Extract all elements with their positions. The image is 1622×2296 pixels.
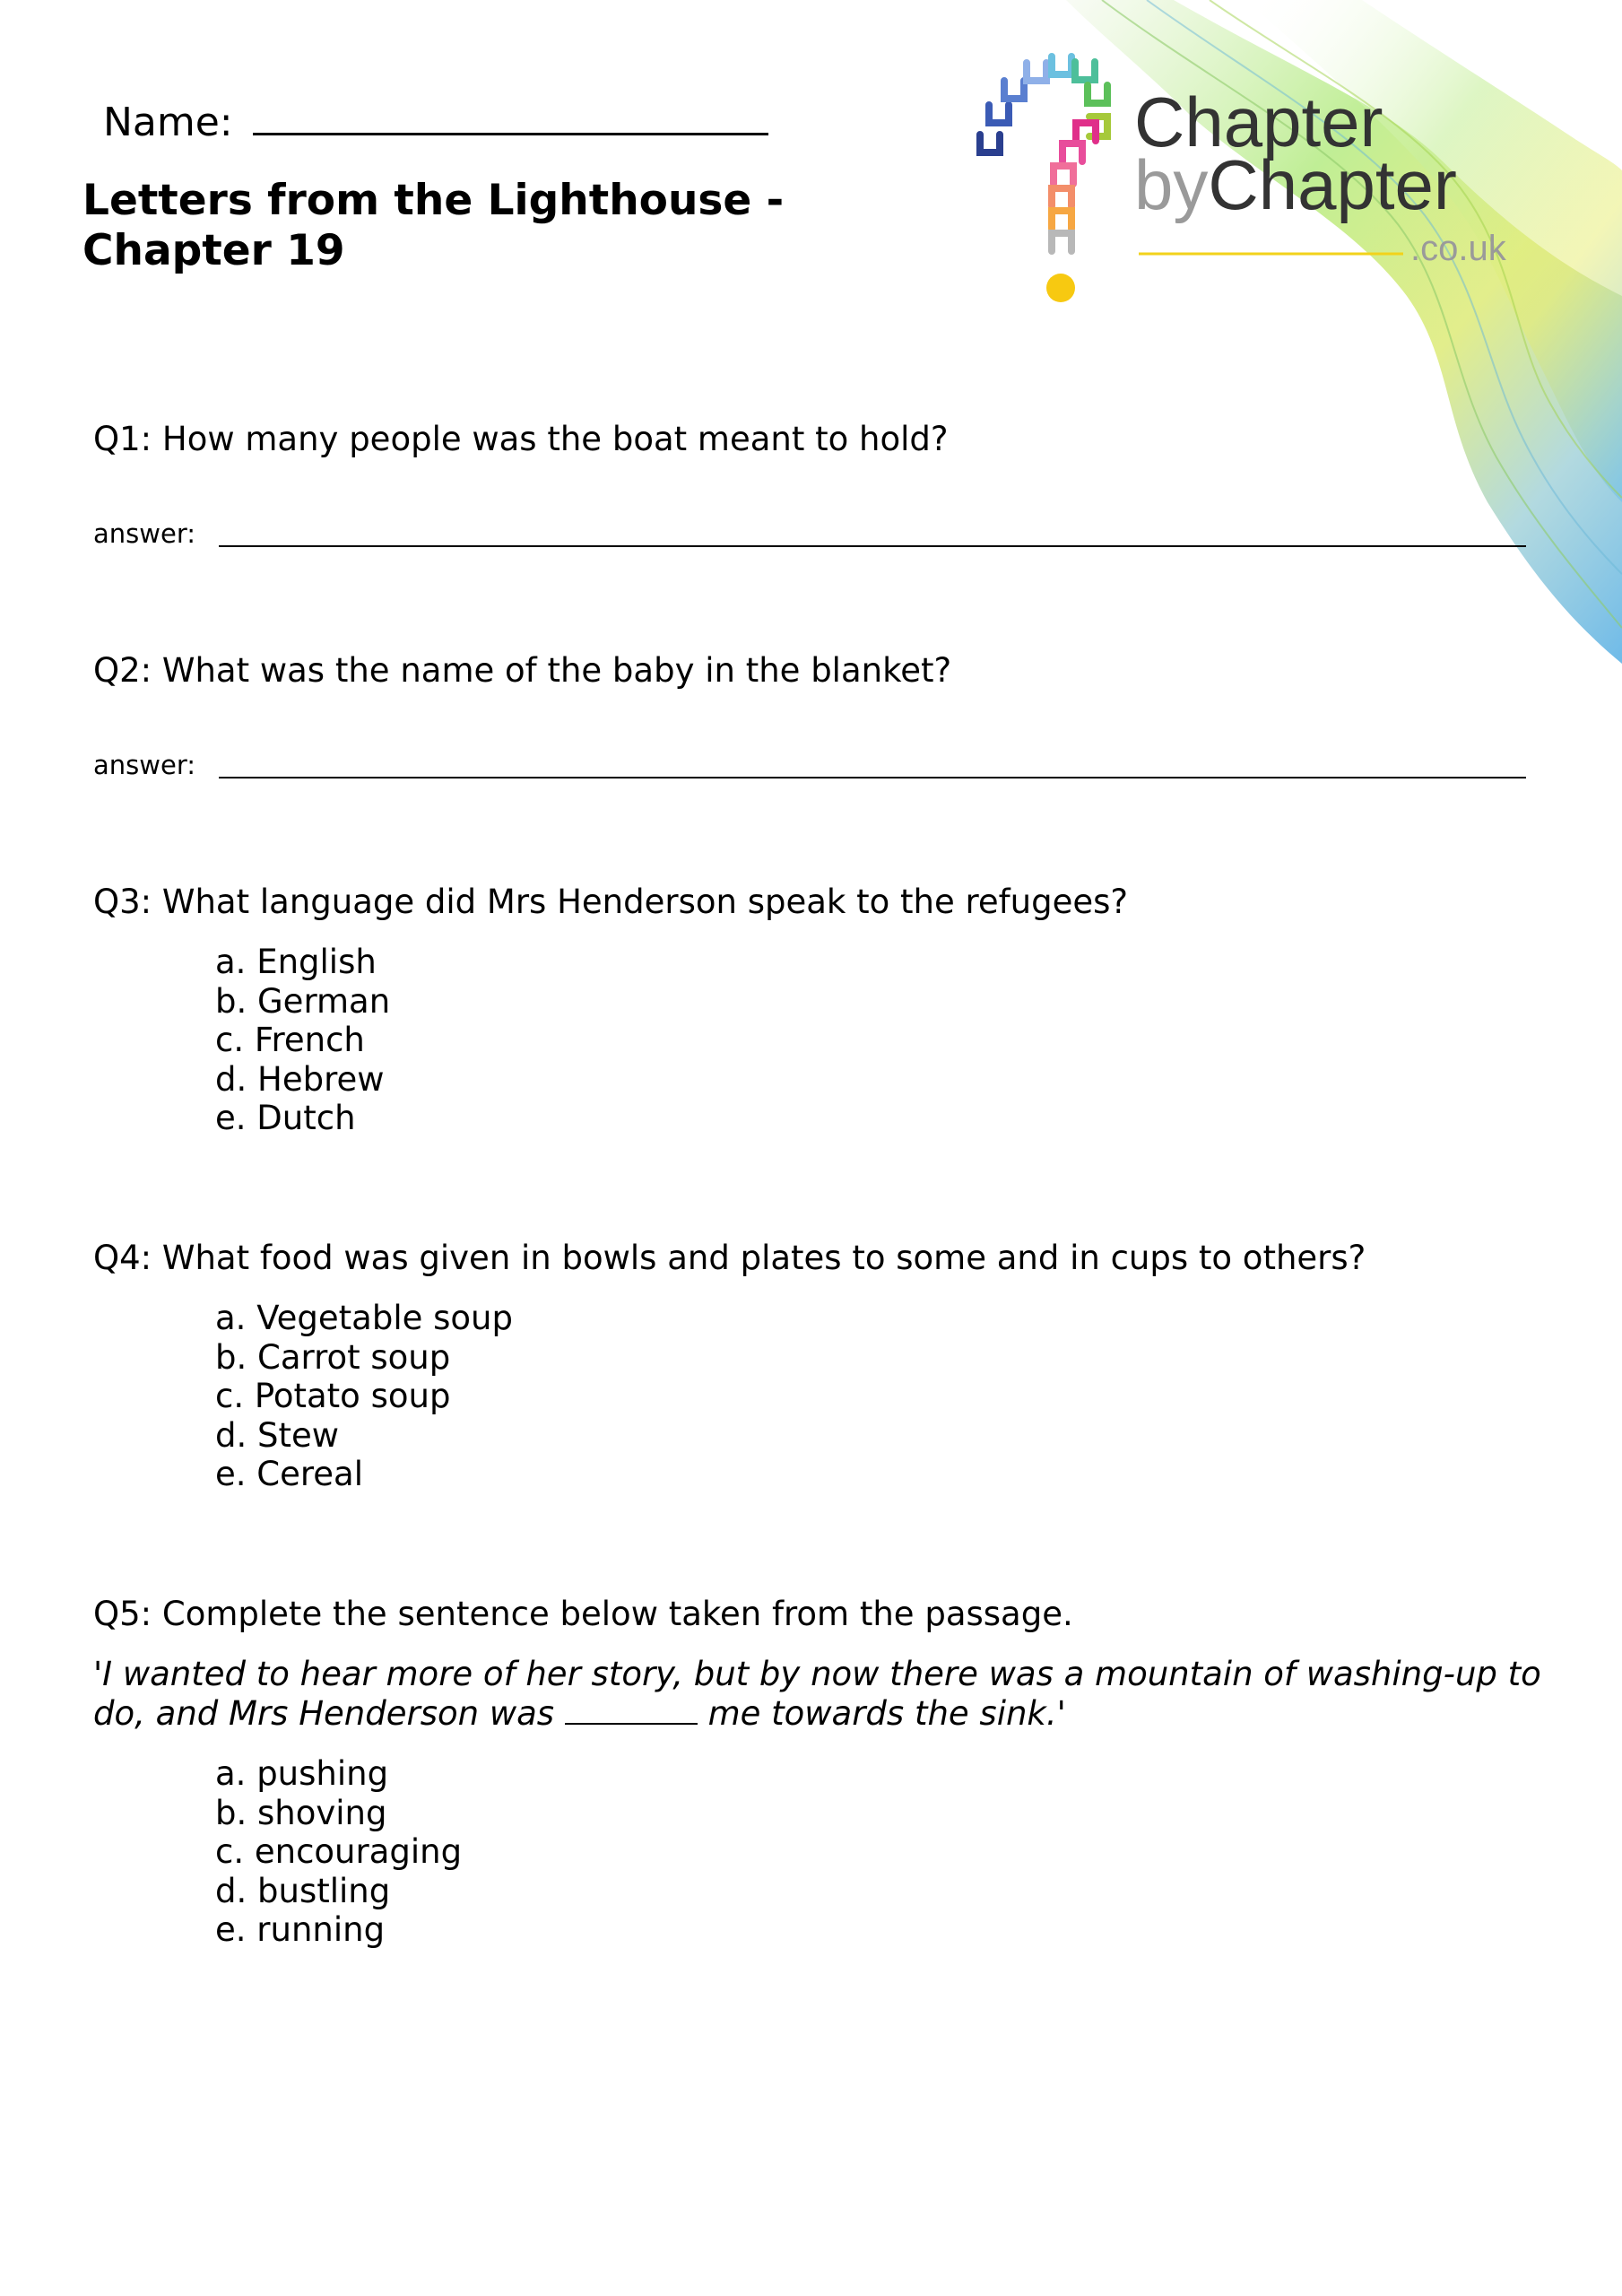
option[interactable]: c. French [215, 1021, 365, 1059]
chapter-by-chapter-logo [964, 49, 1538, 318]
question-5-options [215, 1754, 462, 1950]
fill-in-blank[interactable] [565, 1694, 698, 1725]
option[interactable]: c. Potato soup [215, 1377, 451, 1415]
option[interactable]: a. pushing [215, 1754, 389, 1793]
question-1: Q1: How many people was the boat meant to hold? [93, 420, 949, 458]
question-3-options [215, 943, 390, 1138]
name-input-line[interactable] [253, 90, 768, 135]
option[interactable]: b. Carrot soup [215, 1337, 451, 1377]
option[interactable]: d. Hebrew [215, 1059, 385, 1099]
quote-part-2: me towards the sink.' [707, 1693, 1066, 1733]
logo-chapter-text: Chapter [1134, 83, 1383, 161]
answer-line-2[interactable] [219, 777, 1526, 778]
option[interactable]: b. shoving [215, 1793, 387, 1832]
logo-by-chapter-text: byChapter [1134, 145, 1457, 224]
option[interactable]: e. Dutch [215, 1099, 356, 1137]
answer-label: answer: [93, 518, 196, 549]
name-label: Name: [103, 100, 233, 145]
question-5: Q5: Complete the sentence below taken from the passage. [93, 1595, 1073, 1633]
option[interactable]: d. Stew [215, 1415, 340, 1455]
name-row [103, 90, 768, 145]
worksheet-title: Letters from the Lighthouse - Chapter 19 [82, 176, 785, 275]
books-question-mark-icon [980, 57, 1107, 251]
answer-row-1 [93, 517, 1528, 549]
logo-dot [1046, 274, 1075, 302]
question-4-options [215, 1299, 513, 1494]
option[interactable]: a. English [215, 943, 377, 981]
question-4: Q4: What food was given in bowls and plates to some and in cups to others? [93, 1239, 1366, 1277]
option[interactable]: c. encouraging [215, 1832, 463, 1871]
option[interactable]: e. running [215, 1910, 386, 1949]
answer-row-2 [93, 748, 1528, 780]
question-2: Q2: What was the name of the baby in the blanket? [93, 651, 952, 690]
option[interactable]: a. Vegetable soup [215, 1299, 513, 1337]
option[interactable]: e. Cereal [215, 1455, 364, 1493]
passage-quote [93, 1655, 1546, 1733]
answer-label: answer: [93, 750, 196, 780]
answer-line-1[interactable] [219, 545, 1526, 547]
option[interactable]: d. bustling [215, 1871, 391, 1910]
option[interactable]: b. German [215, 981, 391, 1021]
logo-domain-text: .co.uk [1410, 229, 1506, 268]
question-3: Q3: What language did Mrs Henderson speak to the refugees? [93, 883, 1129, 921]
quote-part-1: 'I wanted to hear more of her story, but by now there was a mountain of washing-up to do, and Mrs Henderson was [93, 1655, 1541, 1733]
